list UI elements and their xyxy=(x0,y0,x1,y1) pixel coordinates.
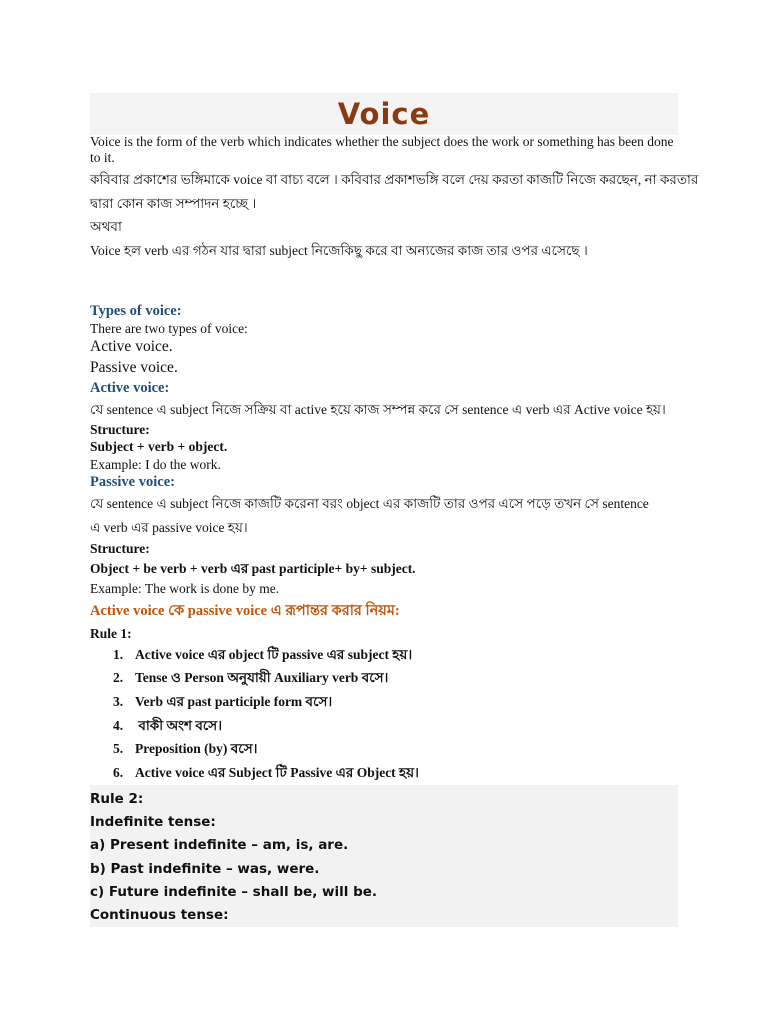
intro-bangla-2: দ্বারা কোন কাজ সম্পাদন হচ্ছে । xyxy=(90,196,257,211)
intro-bangla-1: কবিবার প্রকাশের ভঙ্গিমাকে voice বা বাচ্য বলে । কবিবার প্রকাশভঙ্গি বলে দেয় করতা কাজটি নিজে করছেন, না করতার xyxy=(90,172,699,187)
types-item-passive: Passive voice. xyxy=(90,359,178,376)
indefinite-heading: Indefinite tense: xyxy=(90,814,216,830)
rule1-item: 5. Preposition (by) বসে। xyxy=(113,741,258,756)
conversion-heading: Active voice কে passive voice এ রূপান্তর করার নিয়ম: xyxy=(90,603,400,619)
rule1-item: 2. Tense ও Person অনুযায়ী Auxiliary verb বসে। xyxy=(113,670,389,685)
rule2-label: Rule 2: xyxy=(90,791,144,807)
intro-or: অথবা xyxy=(90,219,122,234)
passive-desc-1: যে sentence এ subject নিজে কাজটি করেনা বরং object এর কাজটি তার ওপর এসে পড়ে তখন সে sentence xyxy=(90,496,649,511)
past-indefinite: b) Past indefinite – was, were. xyxy=(90,861,320,877)
present-indefinite: a) Present indefinite – am, is, are. xyxy=(90,837,349,853)
active-structure-label: Structure: xyxy=(90,422,150,437)
continuous-heading: Continuous tense: xyxy=(90,907,229,923)
rule2-band xyxy=(90,785,678,927)
active-structure: Subject + verb + object. xyxy=(90,439,228,454)
rule1-item: 3. Verb এর past participle form বসে। xyxy=(113,694,333,709)
passive-structure-label: Structure: xyxy=(90,541,150,556)
intro-bangla-3: Voice হল verb এর গঠন যার দ্বারা subject নিজেকিছু করে বা অন্যজের কাজ তার ওপর এসেছে । xyxy=(90,243,588,258)
intro-english: Voice is the form of the verb which indicates whether the subject does the work or something has been done to it. xyxy=(90,134,674,165)
types-item-active: Active voice. xyxy=(90,338,173,355)
passive-example: Example: The work is done by me. xyxy=(90,581,280,596)
rule1-item: 4. বাকী অংশ বসে। xyxy=(113,718,223,733)
active-example: Example: I do the work. xyxy=(90,457,221,472)
rule1-item: 1. Active voice এর object টি passive এর subject হয়। xyxy=(113,647,413,662)
page-title: Voice xyxy=(337,97,431,131)
passive-structure: Object + be verb + verb এর past participle+ by+ subject. xyxy=(90,561,416,576)
passive-heading: Passive voice: xyxy=(90,474,175,490)
active-desc: যে sentence এ subject নিজে সক্রিয় বা active হয়ে কাজ সম্পন্ন করে সে sentence এ verb এর Active voice হয়। xyxy=(90,402,666,417)
rule1-item: 6. Active voice এর Subject টি Passive এর Object হয়। xyxy=(113,765,419,780)
active-heading: Active voice: xyxy=(90,380,170,396)
types-desc: There are two types of voice: xyxy=(90,321,248,336)
passive-desc-2: এ verb এর passive voice হয়। xyxy=(90,520,248,535)
future-indefinite: c) Future indefinite – shall be, will be. xyxy=(90,884,378,900)
types-heading: Types of voice: xyxy=(90,303,182,319)
rule1-label: Rule 1: xyxy=(90,626,132,641)
